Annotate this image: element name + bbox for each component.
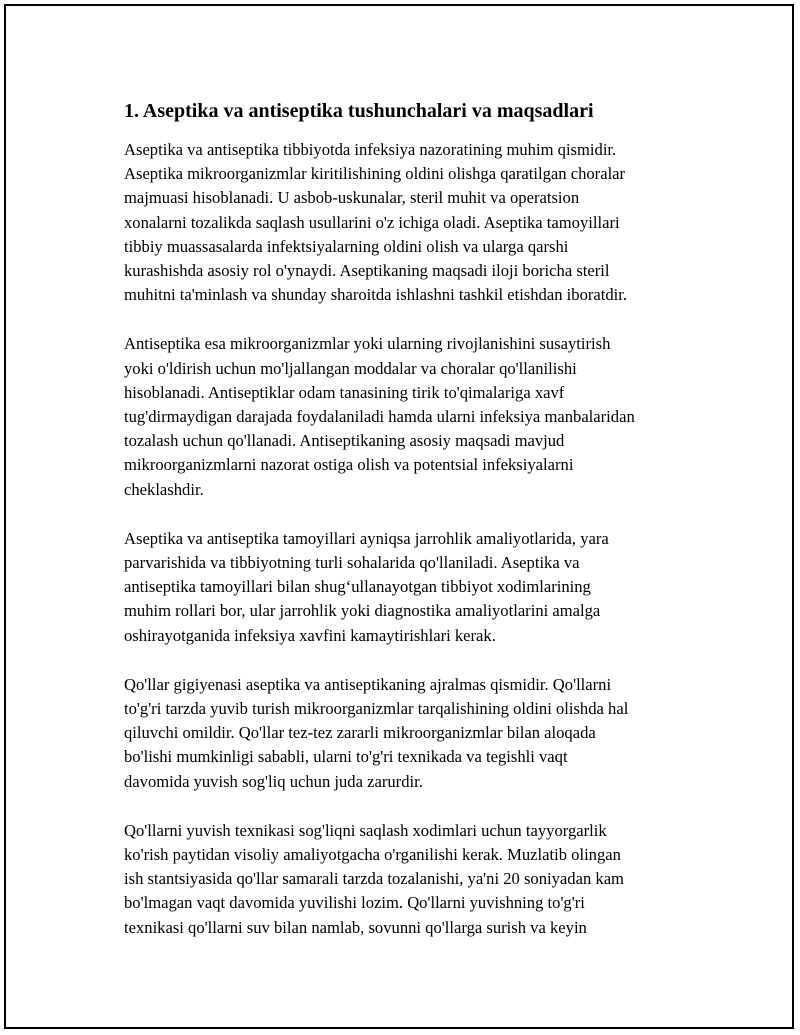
text-line: oshirayotganida infeksiya xavfini kamaytirishlari kerak. <box>124 625 496 645</box>
text-line: muhitni ta'minlash va shunday sharoitda ishlashni tashkil etishdan iboratdir. <box>124 285 628 305</box>
text-line: mikroorganizmlarni nazorat ostiga olish va potentsial infeksiyalarni <box>124 455 574 475</box>
page-frame <box>4 4 794 1029</box>
text-line: xonalarni tozalikda saqlash usullarini o'z ichiga oladi. Aseptika tamoyillari <box>124 212 620 232</box>
text-line: Aseptika mikroorganizmlar kiritilishining oldini olishga qaratilgan choralar <box>124 164 626 184</box>
section-heading: 1. Aseptika va antiseptika tushunchalari va maqsadlari <box>124 100 594 122</box>
text-line: bo'lmagan vaqt davomida yuvilishi lozim. Qo'llarni yuvishning to'g'ri <box>124 893 585 913</box>
text-line: davomida yuvish sog'liq uchun juda zarurdir. <box>124 771 423 791</box>
text-line: tug'dirmaydigan darajada foydalaniladi hamda ularni infeksiya manbalaridan <box>124 407 635 427</box>
text-line: texnikasi qo'llarni suv bilan namlab, sovunni qo'llarga surish va keyin <box>124 917 587 937</box>
text-line: hisoblanadi. Antiseptiklar odam tanasining tirik to'qimalariga xavf <box>124 382 565 402</box>
paragraph-qollar-gigiyenasi <box>124 673 704 794</box>
text-line: Aseptika va antiseptika tibbiyotda infeksiya nazoratining muhim qismidir. <box>124 140 617 159</box>
text-line: yoki o'ldirish uchun mo'ljallangan moddalar va choralar qo'llanilishi <box>124 358 577 378</box>
text-line: qiluvchi omildir. Qo'llar tez-tez zararli mikroorganizmlar bilan aloqada <box>124 723 596 743</box>
text-line: Aseptika va antiseptika tamoyillari ayniqsa jarrohlik amaliyotlarida, yara <box>124 528 609 548</box>
text-line: tozalash uchun qo'llanadi. Antiseptikaning asosiy maqsadi mavjud <box>124 431 565 451</box>
paragraph-tamoyillar <box>124 527 704 648</box>
paragraph-antiseptika <box>124 332 704 501</box>
text-line: parvarishida va tibbiyotning turli sohalarida qo'llaniladi. Aseptika va <box>124 553 580 573</box>
paragraph-aseptika <box>124 138 704 307</box>
text-line: cheklashdir. <box>124 479 204 499</box>
text-line: muhim rollari bor, ular jarrohlik yoki diagnostika amaliyotlarini amalga <box>124 601 601 621</box>
text-line: antiseptika tamoyillari bilan shug‘ullanayotgan tibbiyot xodimlarining <box>124 577 591 597</box>
text-line: to'g'ri tarzda yuvib turish mikroorganizmlar tarqalishining oldini olishda hal <box>124 699 629 719</box>
text-line: Antiseptika esa mikroorganizmlar yoki ularning rivojlanishini susaytirish <box>124 334 611 354</box>
text-line: ko'rish paytidan visoliy amaliyotgacha o'rganilishi kerak. Muzlatib olingan <box>124 845 621 865</box>
text-line: Qo'llarni yuvish texnikasi sog'liqni saqlash xodimlari uchun tayyorgarlik <box>124 820 607 840</box>
text-line: Qo'llar gigiyenasi aseptika va antiseptikaning ajralmas qismidir. Qo'llarni <box>124 674 612 694</box>
text-line: tibbiy muassasalarda infektsiyalarning oldini olish va ularga qarshi <box>124 236 569 256</box>
text-line: majmuasi hisoblanadi. U asbob-uskunalar, steril muhit va operatsion <box>124 188 580 208</box>
paragraph-yuvish-texnikasi <box>124 819 704 940</box>
text-line: bo'lishi mumkinligi sababli, ularni to'g'ri texnikada va tegishli vaqt <box>124 747 568 767</box>
text-line: kurashishda asosiy rol o'ynaydi. Aseptikaning maqsadi iloji boricha steril <box>124 261 610 281</box>
text-line: ish stantsiyasida qo'llar samarali tarzda tozalanishi, ya'ni 20 soniyadan kam <box>124 869 624 889</box>
document-body <box>124 96 704 965</box>
